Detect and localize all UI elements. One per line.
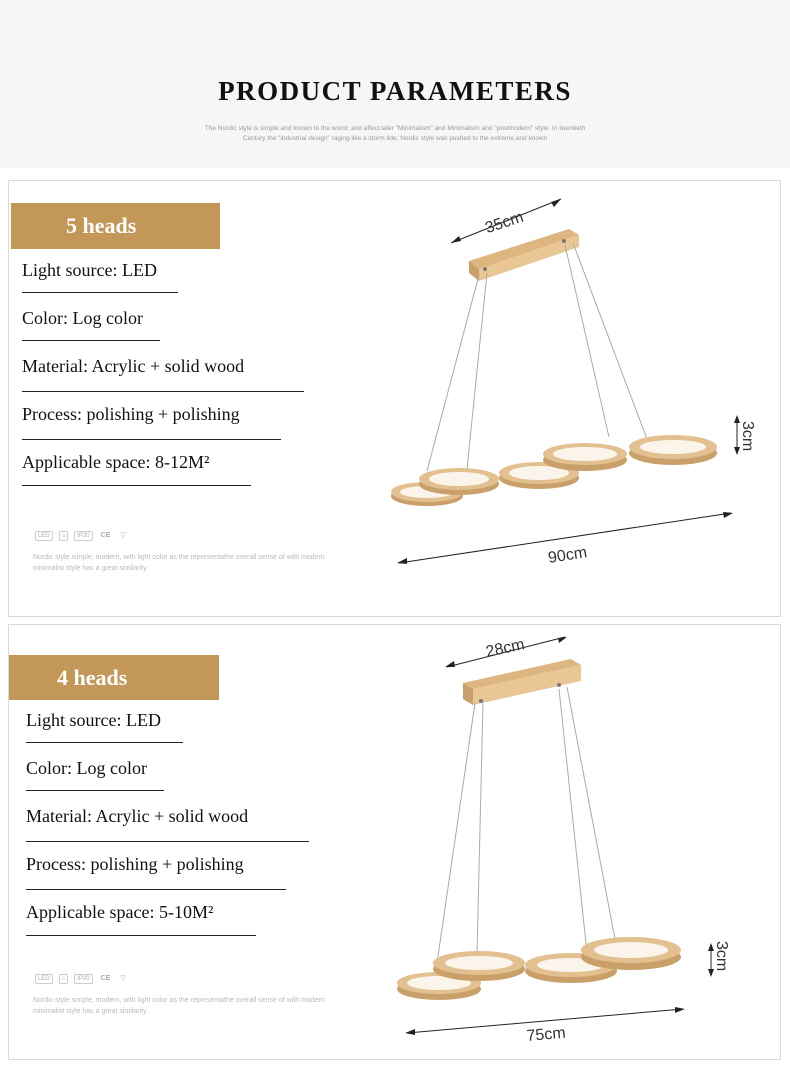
dimension-label-top: 28cm — [484, 636, 527, 661]
dimension-label-height: 3cm — [713, 941, 730, 972]
spec-divider — [26, 790, 164, 791]
arrow-head — [551, 199, 561, 207]
heads-title: 5 heads — [11, 203, 220, 249]
lamp-ring — [419, 468, 499, 495]
spec-divider — [22, 340, 160, 341]
spec-divider — [22, 292, 178, 293]
lamp-4-heads-illustration — [379, 627, 759, 1052]
ip20-cert-icon: IP20 — [74, 531, 92, 541]
product-panel-5-heads — [8, 180, 781, 617]
spec-divider — [22, 391, 304, 392]
ce-cert-icon: CE — [100, 975, 111, 982]
spec-process: Process: polishing + polishing — [26, 854, 244, 874]
spec-applicable-space: Applicable space: 8-12M² — [22, 452, 210, 472]
spec-process: Process: polishing + polishing — [22, 404, 240, 424]
spec-divider — [26, 742, 183, 743]
spec-color: Color: Log color — [22, 308, 143, 328]
led-cert-icon: LED — [35, 531, 53, 541]
lamp-ring — [629, 435, 717, 465]
dimension-label-bottom: 75cm — [525, 1024, 567, 1045]
spec-divider — [22, 439, 281, 440]
safety-cert-icon: ⌂ — [59, 531, 69, 541]
page-title: PRODUCT PARAMETERS — [218, 76, 572, 106]
lamp-ring — [433, 951, 525, 981]
arrow-head — [451, 236, 461, 243]
safety-cert-icon: ⌂ — [59, 974, 69, 984]
dimension-label-bottom: 90cm — [546, 544, 589, 567]
header-banner — [0, 0, 790, 168]
spec-light-source: Light source: LED — [22, 260, 157, 280]
spec-divider — [22, 485, 251, 486]
spec-divider — [26, 889, 286, 890]
style-note: Nordic style simple, modern, with light color as the representathe overall sense of with modern minimalist style has a great similarity — [33, 554, 325, 572]
spec-color: Color: Log color — [26, 758, 147, 778]
style-note: Nordic style simple, modern, with light color as the representathe overall sense of with modern minimalist style has a great similarity — [33, 997, 325, 1015]
dimension-label-top: 35cm — [483, 208, 526, 238]
ip20-cert-icon: IP20 — [74, 974, 92, 984]
spec-divider — [26, 935, 256, 936]
spec-applicable-space: Applicable space: 5-10M² — [26, 902, 214, 922]
spec-divider — [26, 841, 309, 842]
ce-cert-icon: CE — [100, 532, 111, 539]
dimension-label-height: 3cm — [739, 421, 756, 452]
triangle-cert-icon: ▽ — [120, 975, 126, 982]
triangle-cert-icon: ▽ — [120, 532, 126, 539]
product-panel-4-heads — [8, 624, 781, 1060]
page-subtitle: The Nordic style is simple and known to the world, and affect later "Minimalism" and Minimalism and "postmodern" style. In twentieth Century the "industrial design" raging like a storm lide, Nordic style was pushed to the extreme,and known — [204, 125, 586, 142]
lamp-ring — [543, 443, 627, 471]
certification-icons — [35, 974, 128, 984]
lamp-ring — [581, 937, 681, 970]
led-cert-icon: LED — [35, 974, 53, 984]
spec-light-source: Light source: LED — [26, 710, 161, 730]
spec-material: Material: Acrylic + solid wood — [26, 806, 249, 826]
lamp-5-heads-illustration — [369, 191, 756, 591]
spec-material: Material: Acrylic + solid wood — [22, 356, 245, 376]
certification-icons — [35, 531, 128, 541]
heads-title: 4 heads — [9, 655, 219, 700]
